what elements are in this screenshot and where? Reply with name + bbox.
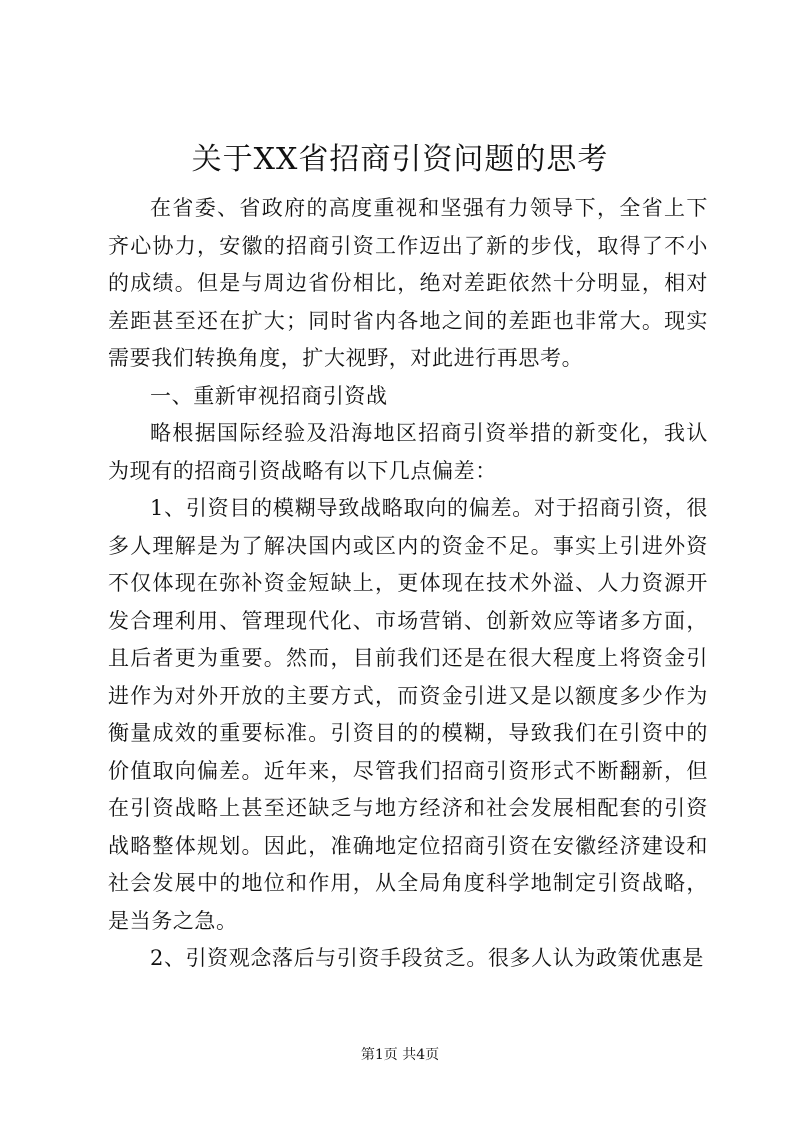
paragraph-point-1: 1、引资目的模糊导致战略取向的偏差。对于招商引资，很多人理解是为了解决国内或区内的资金不足。事实上引进外资不仅体现在弥补资金短缺上，更体现在技术外溢、人力资源开发合理利用、管理现代化、市场营销、创新效应等诸多方面，且后者更为重要。然而，目前我们还是在很大程度上将资金引进作为对外开放的主要方式，而资金引进又是以额度多少作为衡量成效的重要标准。引资目的的模糊，导致我们在引资中的价值取向偏差。近年来，尽管我们招商引资形式不断翻新，但在引资战略上甚至还缺乏与地方经济和社会发展相配套的引资战略整体规划。因此，准确地定位招商引资在安徽经济建设和社会发展中的地位和作用，从全局角度科学地制定引资战略，是当务之急。 — [108, 496, 708, 933]
page-number-footer: 第1页 共4页 — [360, 1047, 440, 1063]
paragraph-strategy: 略根据国际经验及沿海地区招商引资举措的新变化，我认为现有的招商引资战略有以下几点偏差： — [108, 421, 708, 483]
document-title: 关于XX省招商引资问题的思考 — [191, 142, 609, 177]
section-heading: 一、重新审视招商引资战 — [150, 383, 388, 408]
paragraph-intro: 在省委、省政府的高度重视和坚强有力领导下，全省上下齐心协力，安徽的招商引资工作迈出了新的步伐，取得了不小的成绩。但是与周边省份相比，绝对差距依然十分明显，相对差距甚至还在扩大；同时省内各地之间的差距也非常大。现实需要我们转换角度，扩大视野，对此进行再思考。 — [108, 196, 708, 370]
paragraph-point-2: 2、引资观念落后与引资手段贫乏。很多人认为政策优惠是 — [150, 946, 704, 970]
document-body — [108, 190, 708, 978]
